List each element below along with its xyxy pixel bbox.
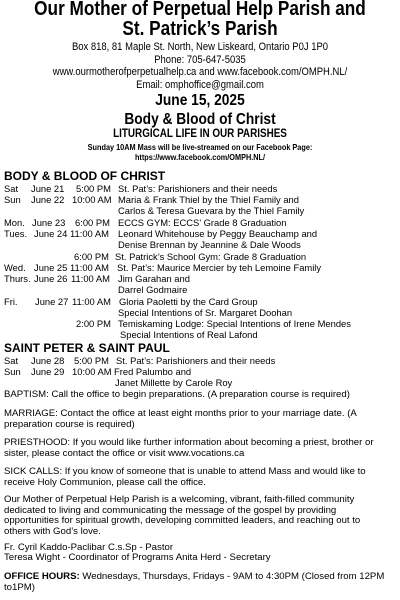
schedule-text: Gloria Paoletti by the Card Group xyxy=(119,296,258,307)
schedule-text: Carlos & Teresa Guevara by the Thiel Family xyxy=(118,205,305,216)
bulletin-header xyxy=(0,0,400,162)
parish-title-line1: Our Mother of Perpetual Help Parish and xyxy=(34,0,366,20)
schedule-time: 10:00 AM xyxy=(72,366,112,377)
parish-email: Email: omphoffice@gmail.com xyxy=(136,78,264,91)
schedule-day: Sat xyxy=(4,183,19,194)
schedule-text: St. Pat’s: Parishioners and their needs xyxy=(116,355,276,366)
schedule-text: Maria & Frank Thiel by the Thiel Family and xyxy=(118,194,299,205)
schedule-date: June 25 xyxy=(34,262,68,273)
schedule-text: Special Intentions of Sr. Margaret Doohan xyxy=(118,307,293,318)
schedule-day: Sat xyxy=(4,355,19,366)
section-heading-peter-paul: SAINT PETER & SAINT PAUL xyxy=(4,341,170,355)
schedule-time: 6:00 PM xyxy=(75,217,110,228)
schedule-text: Fred Palumbo and xyxy=(114,366,192,377)
schedule-time: 5:00 PM xyxy=(74,355,109,366)
schedule-text: ECCS GYM: ECCS’ Grade 8 Graduation xyxy=(118,217,287,228)
schedule-text: Special Intentions of Real Lafond xyxy=(120,329,258,340)
schedule-day: Tues. xyxy=(4,228,28,239)
schedule-text: Temiskaming Lodge: Special Intentions of Irene Mendes xyxy=(118,318,351,329)
priesthood-note: PRIESTHOOD: If you would like further information about becoming a priest, brother or sister, please contact the office or visit www.vocations.ca xyxy=(4,437,374,459)
schedule-date: June 23 xyxy=(32,217,66,228)
bulletin-date: June 15, 2025 xyxy=(155,92,245,109)
schedule-day: Fri. xyxy=(4,296,18,307)
schedule-text: Denise Brennan by Jeannine & Dale Woods xyxy=(118,239,301,250)
schedule-day: Thurs. xyxy=(4,273,31,284)
livestream-note: Sunday 10AM Mass will be live-streamed on our Facebook Page: xyxy=(87,142,313,152)
schedule-date: June 28 xyxy=(31,355,65,366)
staff-line: Teresa Wight - Coordinator of Programs Anita Herd - Secretary xyxy=(4,552,271,563)
schedule-date: June 27 xyxy=(35,296,69,307)
schedule-time: 10:00 AM xyxy=(72,194,112,205)
marriage-note: MARRIAGE: Contact the office at least eight months prior to your marriage date. (A preparation course is required) xyxy=(4,408,357,430)
mission-statement: Our Mother of Perpetual Help Parish is a welcoming, vibrant, faith-filled community dedicated to living and communicating the message of the gospel by providing opportunities for spiritual growth, developing committed leaders, and reaching out to others with God’s love. xyxy=(4,494,361,537)
baptism-note: BAPTISM: Call the office to begin preparations. (A preparation course is required) xyxy=(4,389,350,400)
schedule-day: Sun xyxy=(4,366,21,377)
office-hours xyxy=(4,572,388,593)
schedule-date: June 29 xyxy=(31,366,65,377)
schedule-date: June 24 xyxy=(34,228,68,239)
schedule-date: June 22 xyxy=(31,194,65,205)
schedule-date: June 26 xyxy=(34,273,68,284)
schedule-time: 11:00 AM xyxy=(70,228,109,239)
schedule-time: 11:00 AM xyxy=(72,296,111,307)
schedule-text: St. Pat’s: Maurice Mercier by teh Lemoine Family xyxy=(117,262,322,273)
pastor-line: Fr. Cyril Kaddo-Paclibar C.s.Sp - Pastor xyxy=(4,542,174,553)
sick-calls-note: SICK CALLS: If you know of someone that is unable to attend Mass and would like to receive Holy Communion, please call the office. xyxy=(4,466,366,488)
schedule-text: Darrel Godmaire xyxy=(118,284,188,295)
schedule-text: Jim Garahan and xyxy=(118,273,190,284)
schedule-day: Wed. xyxy=(4,262,26,273)
schedule-text: Janet Millette by Carole Roy xyxy=(115,377,233,388)
parish-title-line2: St. Patrick’s Parish xyxy=(122,18,278,40)
parish-websites: www.ourmotherofperpetualhelp.ca and www.facebook.com/OMPH.NL/ xyxy=(52,66,348,78)
feast-title: Body & Blood of Christ xyxy=(124,111,276,128)
schedule-day: Sun xyxy=(4,194,21,205)
schedule-date: June 21 xyxy=(31,183,65,194)
schedule-time: 2:00 PM xyxy=(76,318,111,329)
schedule-time: 6:00 PM xyxy=(74,251,109,262)
office-hours-text: Wednesdays, Thursdays, Fridays - 9AM to 4:30PM (Closed from 12PM to1PM) xyxy=(4,571,385,593)
schedule-time: 11:00 AM xyxy=(70,262,109,273)
schedule-time: 11:00 AM xyxy=(71,273,110,284)
section-heading-body-blood: BODY & BLOOD OF CHRIST xyxy=(4,169,166,183)
schedule-text: St. Pat’s: Parishioners and their needs xyxy=(118,183,278,194)
parish-phone: Phone: 705-647-5035 xyxy=(154,53,246,66)
parish-address: Box 818, 81 Maple St. North, New Liskeard, Ontario P0J 1P0 xyxy=(71,41,329,53)
schedule-text: Leonard Whitehouse by Peggy Beauchamp and xyxy=(118,228,318,239)
livestream-link: https://www.facebook.com/OMPH.NL/ xyxy=(134,152,266,162)
liturgical-heading: LITURGICAL LIFE IN OUR PARISHES xyxy=(113,128,287,140)
schedule-day: Mon. xyxy=(4,217,25,228)
schedule-time: 5:00 PM xyxy=(76,183,111,194)
schedule-text: St. Patrick’s School Gym: Grade 8 Graduation xyxy=(115,251,307,262)
office-hours-label: OFFICE HOURS: xyxy=(4,571,80,582)
